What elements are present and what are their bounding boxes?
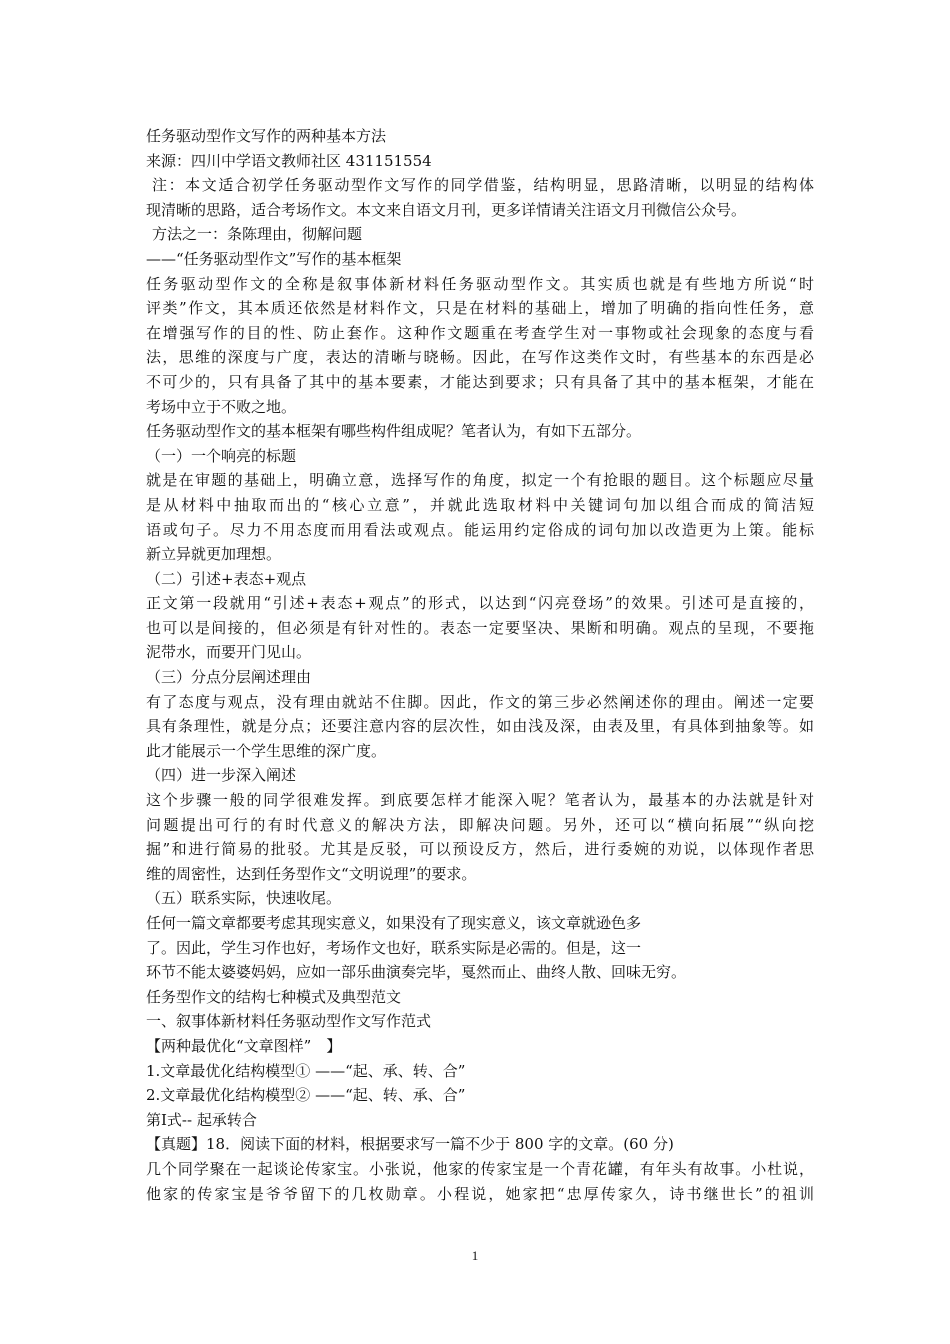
document-title: 任务驱动型作文写作的两种基本方法 xyxy=(146,127,387,145)
note-line: 现清晰的思路，适合考场作文。本文来自语文月刊，更多详情请关注语文月刊微信公众号。 xyxy=(146,200,747,219)
section-line: 有了态度与观点，没有理由就站不住脚。因此，作文的第三步必然阐述你的理由。阐述一定要 xyxy=(146,692,814,711)
section-heading: （五）联系实际，快速收尾。 xyxy=(146,889,342,908)
section-heading: （四）进一步深入阐述 xyxy=(146,766,297,785)
seven-modes-heading: 任务型作文的结构七种模式及典型范文 xyxy=(146,987,402,1006)
intro-line: 评类”作文，其本质还依然是材料作文，只是在材料的基础上，增加了明确的指向性任务，意 xyxy=(146,299,814,318)
section-line: 掘”和进行简易的批驳。尤其是反驳，可以预设反方，然后，进行委婉的劝说，以体现作者思 xyxy=(146,840,814,859)
section-heading: （三）分点分层阐述理由 xyxy=(146,668,312,687)
intro-line: 不可少的，只有具备了其中的基本要素，才能达到要求；只有具备了其中的基本框架，才能在 xyxy=(146,372,814,391)
intro-line: 法，思维的深度与广度，表达的清晰与晓畅。因此，在写作这类作文时，有些基本的东西是必 xyxy=(146,348,814,367)
intro-line: 在增强写作的目的性、防止套作。这种作文题重在考查学生对一事物或社会现象的态度与看 xyxy=(146,323,814,342)
section-line: 这个步骤一般的同学很难发挥。到底要怎样才能深入呢？笔者认为，最基本的办法就是针对 xyxy=(146,791,814,810)
note-line: 注：本文适合初学任务驱动型作文写作的同学借鉴，结构明显，思路清晰，以明显的结构体 xyxy=(152,176,814,195)
question-line: 【真题】18．阅读下面的材料，根据要求写一篇不少于 800 字的文章。(60 分) xyxy=(146,1135,674,1154)
section-line: 环节不能太婆婆妈妈，应如一部乐曲演奏完毕，戛然而止、曲终人散、回味无穷。 xyxy=(146,963,687,982)
section-line: 此才能展示一个学生思维的深广度。 xyxy=(146,741,387,760)
model-line: 1.文章最优化结构模型① ——“起、承、转、合” xyxy=(146,1061,466,1080)
section-line: 是从材料中抽取而出的“核心立意”，并就此选取材料中关键词句加以组合而成的简洁短 xyxy=(146,495,814,514)
section-line: 正文第一段就用“引述+表态+观点”的形式，以达到“闪亮登场”的效果。引述可是直接的， xyxy=(146,594,814,613)
section-line: 就是在审题的基础上，明确立意，选择写作的角度，拟定一个有抢眼的题目。这个标题应尽量 xyxy=(146,471,814,490)
framework-heading: ——“任务驱动型作文”写作的基本框架 xyxy=(146,249,402,268)
method-one-heading: 方法之一：条陈理由，彻解问题 xyxy=(152,225,363,244)
section-line: 新立异就更加理想。 xyxy=(146,545,282,564)
part-one-heading: 一、叙事体新材料任务驱动型作文写作范式 xyxy=(146,1012,432,1031)
section-line: 也可以是间接的，但必须是有针对性的。表态一定要坚决、果断和明确。观点的呈现，不要拖 xyxy=(146,618,814,637)
source-line: 来源：四川中学语文教师社区 431151554 xyxy=(146,151,432,170)
section-line: 了。因此，学生习作也好，考场作文也好，联系实际是必需的。但是，这一 xyxy=(146,938,642,957)
section-line: 语或句子。尽力不用态度而用看法或观点。能运用约定俗成的词句加以改造更为上策。能标 xyxy=(146,520,814,539)
section-heading: （二）引述+表态+观点 xyxy=(146,569,307,588)
material-line: 几个同学聚在一起谈论传家宝。小张说，他家的传家宝是一个青花罐，有年头有故事。小杜说， xyxy=(146,1159,814,1178)
section-line: 泥带水，而要开门见山。 xyxy=(146,643,312,662)
section-line: 任何一篇文章都要考虑其现实意义，如果没有了现实意义，该文章就逊色多 xyxy=(146,914,642,932)
form-heading: 第Ⅰ式-- 起承转合 xyxy=(146,1110,257,1129)
material-line: 他家的传家宝是爷爷留下的几枚勋章。小程说，她家把“忠厚传家久，诗书继世长”的祖训 xyxy=(146,1184,814,1203)
page-number: 1 xyxy=(471,1248,479,1263)
model-line: 2.文章最优化结构模型② ——“起、转、承、合” xyxy=(146,1086,466,1105)
section-line: 具有条理性，就是分点；还要注意内容的层次性，如由浅及深，由表及里，有具体到抽象等。如 xyxy=(146,717,814,736)
document-body xyxy=(146,124,814,1206)
framework-question: 任务驱动型作文的基本框架有哪些构件组成呢？笔者认为，有如下五部分。 xyxy=(146,422,642,441)
optimal-heading: 【两种最优化“文章图样” 】 xyxy=(146,1036,342,1055)
section-line: 维的周密性，达到任务型作文“文明说理”的要求。 xyxy=(146,864,477,883)
intro-line: 考场中立于不败之地。 xyxy=(146,397,297,416)
section-line: 问题提出可行的有时代意义的解决方法，即解决问题。另外，还可以“横向拓展”“纵向挖 xyxy=(146,815,814,834)
intro-line: 任务驱动型作文的全称是叙事体新材料任务驱动型作文。其实质也就是有些地方所说“时 xyxy=(146,274,814,293)
section-heading: （一）一个响亮的标题 xyxy=(146,446,297,465)
